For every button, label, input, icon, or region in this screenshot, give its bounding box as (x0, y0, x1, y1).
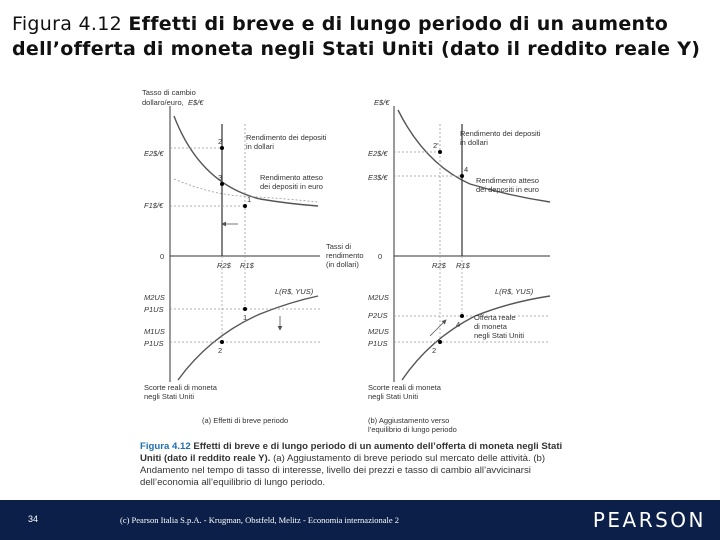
right-ms2-label: M2US (368, 293, 389, 302)
right-p1-label: P1US (368, 339, 388, 348)
left-y-label-1: Tasso di cambio (142, 88, 196, 97)
left-point-3-dot (220, 182, 224, 186)
right-origin: 0 (378, 252, 383, 261)
left-ms1-label: M1US (144, 327, 165, 336)
left-r1-label: R1$ (240, 261, 254, 270)
figure-diagram (140, 84, 560, 440)
right-panel (368, 98, 550, 434)
figure (140, 84, 560, 440)
left-ms2-label: M2US (144, 293, 165, 302)
left-real-balances-1: Scorte reali di moneta (144, 383, 217, 392)
footer-credit: (c) Pearson Italia S.p.A. - Krugman, Obstfeld, Melitz - Economia internazionale 2 (120, 515, 399, 525)
right-lower-point-4-dot (460, 314, 464, 318)
right-deposits-euro-1: Rendimento atteso (476, 176, 539, 185)
left-rates-label-1: Tassi di (326, 242, 352, 251)
left-l-curve (178, 296, 318, 380)
caption-number: Figura 4.12 (140, 441, 191, 452)
right-supply-1: Offerta reale (474, 313, 516, 322)
right-lower-point-4: 4 (456, 320, 461, 329)
left-point-2-dot (220, 146, 224, 150)
right-r2-label: R2$ (432, 261, 446, 270)
left-p1a-label: P1US (144, 305, 164, 314)
left-point-3: 3 (218, 173, 223, 182)
caption-text: (a) Aggiustamento di breve periodo sul mercato delle attività. (b) Andamento nel tempo di tasso di interesse, livello dei prezzi e tasso di cambio all’avvicinarsi dell’economia all’equilibrio di lungo periodo. (140, 453, 546, 488)
right-point-4-dot (460, 174, 464, 178)
left-deposits-euro-2: dei depositi in euro (260, 182, 323, 191)
right-deposits-euro-2: dei depositi in euro (476, 185, 539, 194)
right-deposits-dollar-2: in dollari (460, 138, 488, 147)
right-supply-2: di moneta (474, 322, 507, 331)
title-bold: Effetti di breve e di lungo periodo di un aumento dell’offerta di moneta negli Stati Uniti (dato il reddito reale Y) (12, 13, 701, 60)
left-lower-point-2: 2 (218, 346, 223, 355)
left-rates-label-3: (in dollari) (326, 260, 359, 269)
right-supply-3: negli Stati Uniti (474, 331, 525, 340)
right-e3-label: E3$/€ (368, 173, 388, 182)
left-euro-deposits-curve (174, 116, 318, 206)
left-panel (142, 88, 364, 425)
right-r1-label: R1$ (456, 261, 470, 270)
left-p1b-label: P1US (144, 339, 164, 348)
title-prefix: Figura 4.12 (12, 13, 129, 35)
right-y-symbol: E$/€ (374, 98, 390, 107)
right-real-balances-1: Scorte reali di moneta (368, 383, 441, 392)
left-l-curve-label: L(R$, YUS) (275, 287, 314, 296)
right-real-balances-2: negli Stati Uniti (368, 392, 419, 401)
left-lower-point-1: 1 (243, 313, 248, 322)
figure-caption (140, 441, 565, 489)
page-number: 34 (28, 514, 39, 524)
right-point-2p-dot (438, 150, 442, 154)
left-deposits-dollar-1: Rendimento dei depositi (246, 133, 327, 142)
right-lower-point-2: 2 (432, 346, 437, 355)
left-rates-label-2: rendimento (326, 251, 364, 260)
left-point-1-dot (243, 204, 247, 208)
right-deposits-dollar-1: Rendimento dei depositi (460, 129, 541, 138)
pearson-logo: PEARSON (592, 508, 706, 532)
right-lower-point-2-dot (438, 340, 442, 344)
left-deposits-dollar-2: in dollari (246, 142, 274, 151)
right-arrow-up (430, 320, 446, 336)
right-l-curve-label: L(R$, YUS) (495, 287, 534, 296)
right-point-4: 4 (464, 165, 469, 174)
right-point-2p: 2' (433, 141, 439, 150)
right-e2-label: E2$/€ (368, 149, 388, 158)
left-lower-point-2-dot (220, 340, 224, 344)
left-e2-label: E2$/€ (144, 149, 164, 158)
right-ms2b-label: M2US (368, 327, 389, 336)
left-deposits-euro-1: Rendimento atteso (260, 173, 323, 182)
left-real-balances-2: negli Stati Uniti (144, 392, 195, 401)
right-p2-label: P2US (368, 311, 388, 320)
left-origin: 0 (160, 252, 165, 261)
left-y-label-2: dollaro/euro, (142, 98, 184, 107)
slide-title (12, 12, 712, 62)
caption-bold: Effetti di breve e di lungo periodo di un aumento dell’offerta di moneta negli Stati Uniti (dato il reddito reale Y). (140, 441, 563, 464)
left-y-symbol: E$/€ (188, 98, 204, 107)
left-sub-caption: (a) Effetti di breve periodo (202, 416, 289, 425)
right-sub-caption-1: (b) Aggiustamento verso (368, 416, 450, 425)
footer-bar (0, 500, 720, 540)
left-point-2: 2 (218, 137, 223, 146)
left-lower-point-1-dot (243, 307, 247, 311)
left-f1-label: F1$/€ (144, 201, 164, 210)
left-r2-label: R2$ (217, 261, 231, 270)
right-sub-caption-2: l’equilibrio di lungo periodo (368, 425, 457, 434)
left-point-1: 1 (247, 195, 252, 204)
